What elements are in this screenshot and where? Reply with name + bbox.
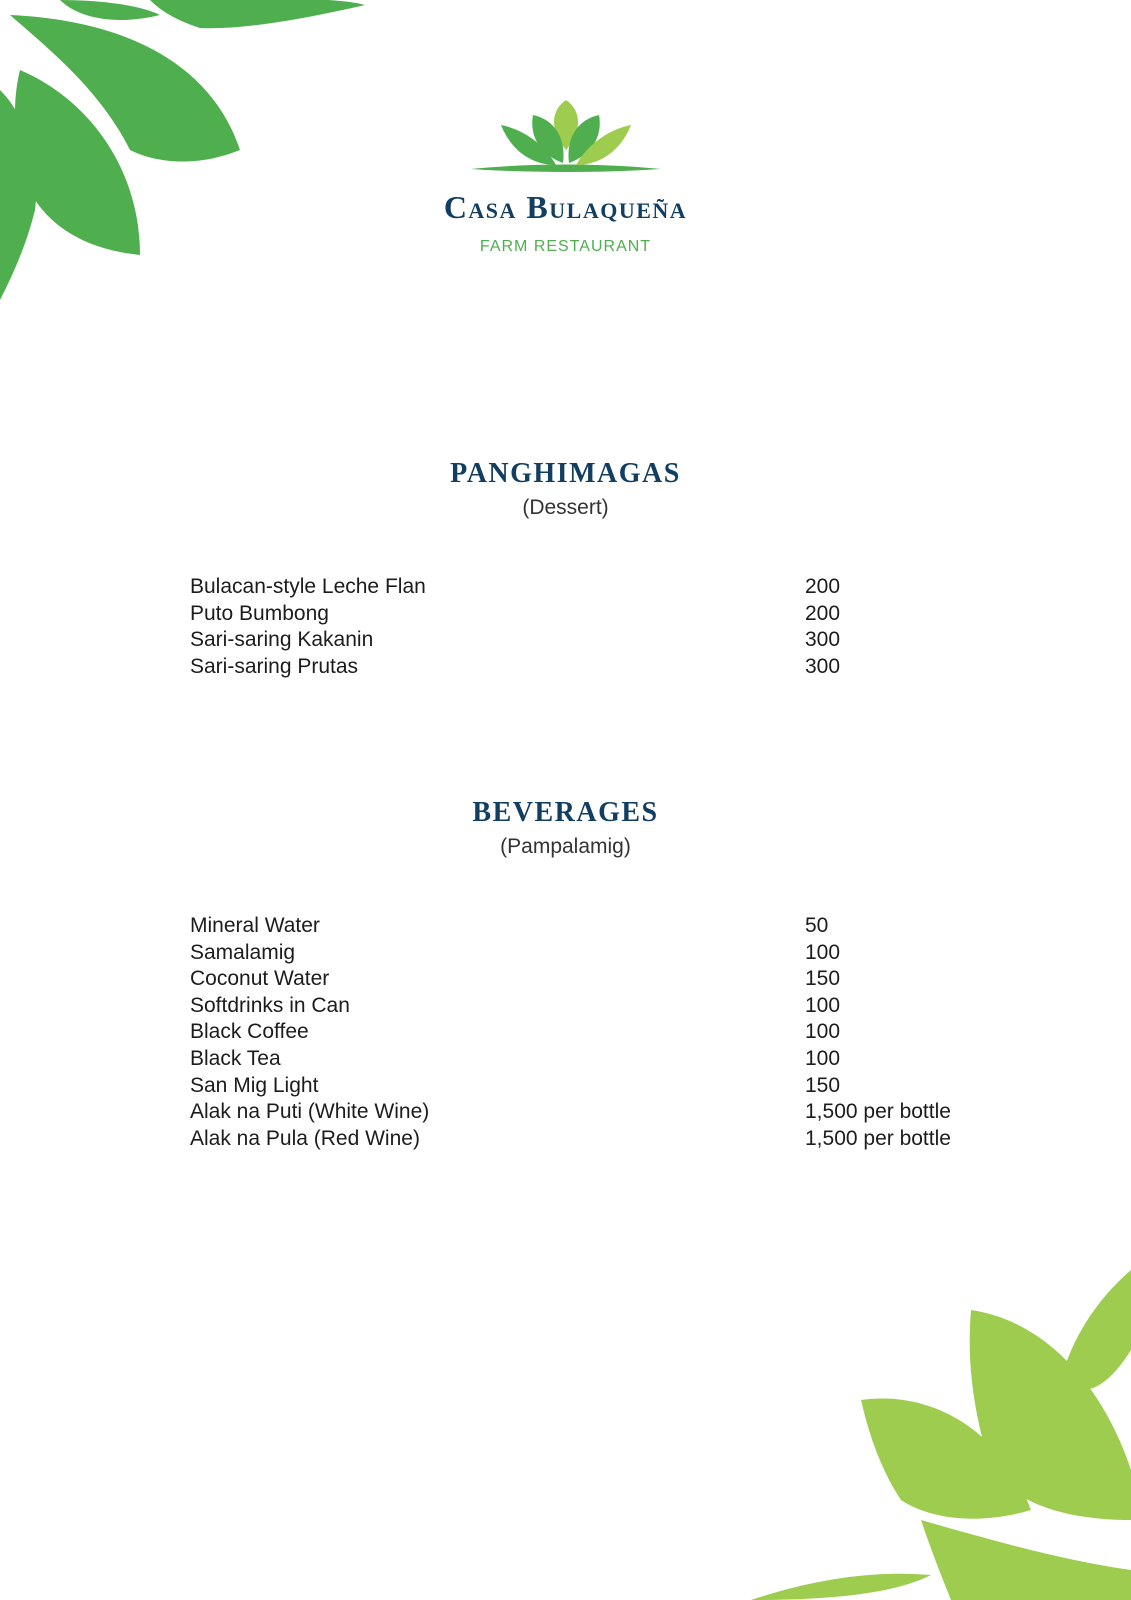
item-name: Softdrinks in Can bbox=[190, 993, 350, 1017]
menu-item bbox=[0, 654, 1131, 681]
beverages-section bbox=[0, 797, 1131, 1152]
menu-item bbox=[0, 1019, 1131, 1046]
menu-item bbox=[0, 1046, 1131, 1073]
item-price: 1,500 per bottle bbox=[805, 1126, 951, 1150]
item-price: 150 bbox=[805, 1073, 841, 1097]
section-title: BEVERAGES bbox=[472, 797, 659, 828]
item-price: 300 bbox=[805, 654, 841, 678]
section-title: PANGHIMAGAS bbox=[450, 458, 681, 489]
menu-item bbox=[0, 574, 1131, 601]
item-price: 50 bbox=[805, 914, 829, 937]
menu-item bbox=[0, 1126, 1131, 1153]
menu-item bbox=[0, 601, 1131, 628]
item-price: 100 bbox=[805, 993, 841, 1017]
item-name: Bulacan-style Leche Flan bbox=[190, 575, 426, 598]
item-name: Mineral Water bbox=[190, 914, 320, 937]
restaurant-logo bbox=[0, 95, 1131, 256]
brand-name: Casa Bulaqueña bbox=[443, 189, 688, 225]
menu-item bbox=[0, 913, 1131, 940]
item-price: 100 bbox=[805, 1046, 841, 1070]
item-name: Coconut Water bbox=[190, 967, 330, 991]
section-subtitle: (Dessert) bbox=[522, 496, 609, 519]
menu-item bbox=[0, 1099, 1131, 1126]
item-price: 150 bbox=[805, 967, 841, 991]
green-leaves-icon bbox=[751, 1270, 1131, 1600]
item-name: Alak na Pula (Red Wine) bbox=[190, 1126, 420, 1150]
brand-subtitle: FARM RESTAURANT bbox=[479, 238, 652, 255]
menu-item bbox=[0, 627, 1131, 654]
item-price: 100 bbox=[805, 1020, 841, 1044]
menu-item bbox=[0, 940, 1131, 967]
menu-item bbox=[0, 966, 1131, 993]
item-price: 200 bbox=[805, 601, 841, 625]
item-price: 100 bbox=[805, 940, 841, 964]
menu-list bbox=[0, 574, 1131, 680]
lotus-leaves-icon bbox=[471, 95, 661, 175]
item-name: Black Coffee bbox=[190, 1020, 309, 1044]
section-subtitle: (Pampalamig) bbox=[500, 835, 631, 858]
item-name: Samalamig bbox=[190, 940, 296, 964]
item-price: 300 bbox=[805, 628, 841, 652]
item-name: Sari-saring Kakanin bbox=[190, 628, 374, 652]
item-name: Puto Bumbong bbox=[190, 601, 329, 625]
item-name: San Mig Light bbox=[190, 1073, 319, 1097]
item-price: 1,500 per bottle bbox=[805, 1100, 951, 1124]
menu-item bbox=[0, 1073, 1131, 1100]
menu-list bbox=[0, 913, 1131, 1152]
dessert-section bbox=[0, 458, 1131, 680]
item-name: Black Tea bbox=[190, 1046, 281, 1070]
item-name: Sari-saring Prutas bbox=[190, 654, 359, 678]
item-name: Alak na Puti (White Wine) bbox=[190, 1100, 430, 1124]
item-price: 200 bbox=[805, 575, 841, 598]
menu-item bbox=[0, 993, 1131, 1020]
